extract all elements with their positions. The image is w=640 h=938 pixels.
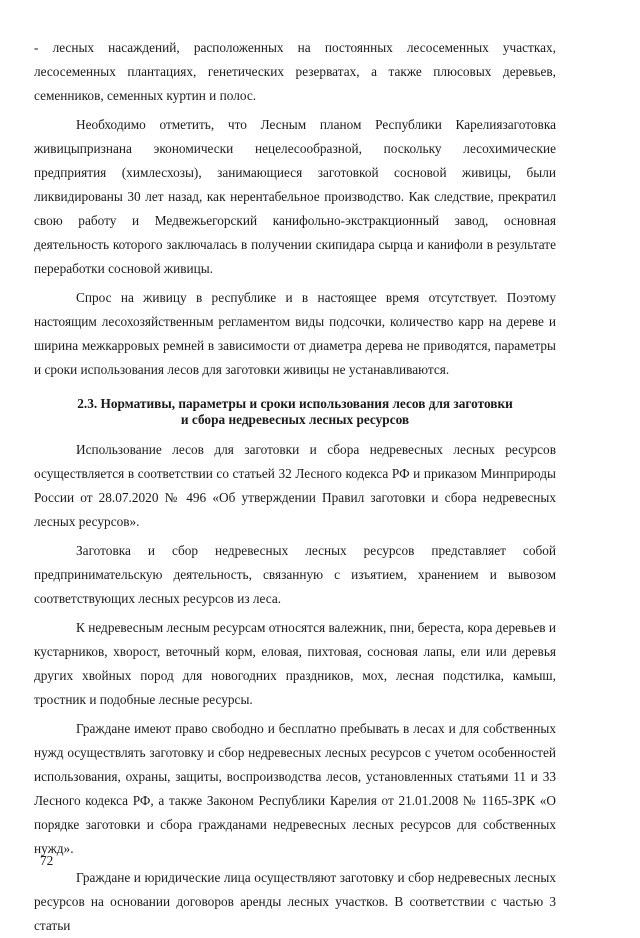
section-heading-line-2: и сбора недревесных лесных ресурсов bbox=[180, 412, 410, 427]
document-page bbox=[34, 36, 556, 938]
page-number: 72 bbox=[40, 853, 54, 868]
paragraph-resource-list: К недревесным лесным ресурсам относятся валежник, пни, береста, кора деревьев и кустарников, хворост, веточный корм, еловая, пихтовая, сосновая лапы, ели или деревья других хвойных пород для новогодних праздников, мох, лесная подстилка, камыш, тростник и подобные лесные ресурсы. bbox=[34, 620, 556, 707]
section-heading-line-1: 2.3. Нормативы, параметры и сроки использования лесов для заготовки bbox=[77, 396, 513, 411]
paragraph-lease-agreements: Граждане и юридические лица осуществляют заготовку и сбор недревесных лесных ресурсов на основании договоров аренды лесных участков. В соответствии с частью 3 статьи bbox=[34, 870, 556, 933]
paragraph-resin-plan: Необходимо отметить, что Лесным планом Республики Карелиязаготовка живицыпризнана экономически нецелесообразной, поскольку лесохимические предприятия (химлесхозы), занимающиеся заготовкой сосновой живицы, были ликвидированы 30 лет назад, как нерентабельное производство. Как следствие, прекратил свою работу и Медвежьегорский канифольно-экстракционный завод, основная деятельность которого заключалась в получении скипидара сырца и канифоли в результате переработки сосновой живицы. bbox=[34, 117, 556, 276]
section-heading bbox=[34, 396, 556, 428]
paragraph-citizens-rights: Граждане имеют право свободно и бесплатно пребывать в лесах и для собственных нужд осуществлять заготовку и сбор недревесных лесных ресурсов с учетом особенностей использования, охраны, защиты, воспроизводства лесов, установленных статьями 11 и 33 Лесного кодекса РФ, а также Законом Республики Карелия от 21.01.2008 № 1165-ЗРК «О порядке заготовки и сбора гражданами недревесных лесных ресурсов для собственных нужд». bbox=[34, 721, 556, 856]
paragraph-resin-demand: Спрос на живицу в республике и в настоящее время отсутствует. Поэтому настоящим лесохозяйственным регламентом виды подсочки, количество карр на дереве и ширина межкарровых ремней в зависимости от диаметра дерева не приводятся, параметры и сроки использования лесов для заготовки живицы не устанавливаются. bbox=[34, 290, 556, 377]
paragraph-legal-basis: Использование лесов для заготовки и сбора недревесных лесных ресурсов осуществляется в соответствии со статьей 32 Лесного кодекса РФ и приказом Минприроды России от 28.07.2020 № 496 «Об утверждении Правил заготовки и сбора недревесных лесных ресурсов». bbox=[34, 442, 556, 529]
paragraph-definition: Заготовка и сбор недревесных лесных ресурсов представляет собой предпринимательскую деятельность, связанную с изъятием, хранением и вывозом соответствующих лесных ресурсов из леса. bbox=[34, 543, 556, 606]
paragraph-continuation: - лесных насаждений, расположенных на постоянных лесосеменных участках, лесосеменных плантациях, генетических резерватах, а также плюсовых деревьев, семенников, семенных куртин и полос. bbox=[34, 40, 556, 103]
